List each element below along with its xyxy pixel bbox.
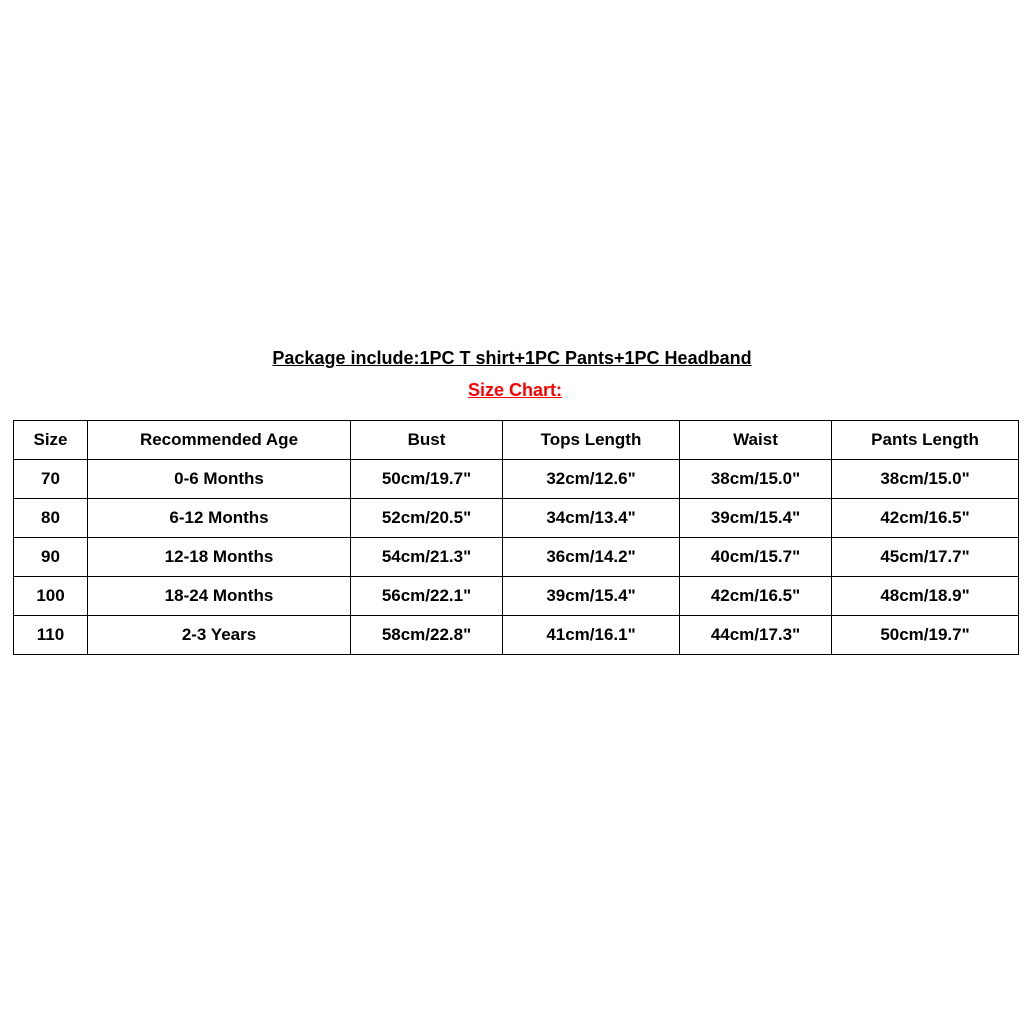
cell-waist: 39cm/15.4" (680, 499, 832, 538)
cell-pants-length: 38cm/15.0" (832, 460, 1019, 499)
cell-waist: 40cm/15.7" (680, 538, 832, 577)
cell-waist: 44cm/17.3" (680, 616, 832, 655)
table-header-row (14, 421, 1019, 460)
cell-size: 90 (14, 538, 88, 577)
size-chart-table (13, 420, 1019, 655)
header-pants-length: Pants Length (832, 421, 1019, 460)
cell-waist: 42cm/16.5" (680, 577, 832, 616)
cell-recommended-age: 6-12 Months (88, 499, 351, 538)
cell-pants-length: 45cm/17.7" (832, 538, 1019, 577)
cell-recommended-age: 18-24 Months (88, 577, 351, 616)
package-include-text: Package include:1PC T shirt+1PC Pants+1PC Headband (272, 348, 752, 368)
cell-tops-length: 32cm/12.6" (503, 460, 680, 499)
table-row (14, 538, 1019, 577)
cell-bust: 54cm/21.3" (351, 538, 503, 577)
header-bust: Bust (351, 421, 503, 460)
cell-tops-length: 36cm/14.2" (503, 538, 680, 577)
cell-size: 70 (14, 460, 88, 499)
cell-pants-length: 42cm/16.5" (832, 499, 1019, 538)
cell-bust: 52cm/20.5" (351, 499, 503, 538)
header-waist: Waist (680, 421, 832, 460)
cell-tops-length: 39cm/15.4" (503, 577, 680, 616)
cell-size: 80 (14, 499, 88, 538)
cell-recommended-age: 2-3 Years (88, 616, 351, 655)
table-row (14, 616, 1019, 655)
cell-size: 110 (14, 616, 88, 655)
cell-tops-length: 34cm/13.4" (503, 499, 680, 538)
cell-waist: 38cm/15.0" (680, 460, 832, 499)
cell-bust: 58cm/22.8" (351, 616, 503, 655)
cell-size: 100 (14, 577, 88, 616)
header-size: Size (14, 421, 88, 460)
cell-recommended-age: 12-18 Months (88, 538, 351, 577)
cell-bust: 50cm/19.7" (351, 460, 503, 499)
size-chart-title: Size Chart: (467, 380, 563, 400)
cell-pants-length: 48cm/18.9" (832, 577, 1019, 616)
header-recommended-age: Recommended Age (88, 421, 351, 460)
header-tops-length: Tops Length (503, 421, 680, 460)
table-row (14, 460, 1019, 499)
cell-bust: 56cm/22.1" (351, 577, 503, 616)
cell-tops-length: 41cm/16.1" (503, 616, 680, 655)
table-row (14, 577, 1019, 616)
cell-pants-length: 50cm/19.7" (832, 616, 1019, 655)
table-row (14, 499, 1019, 538)
cell-recommended-age: 0-6 Months (88, 460, 351, 499)
